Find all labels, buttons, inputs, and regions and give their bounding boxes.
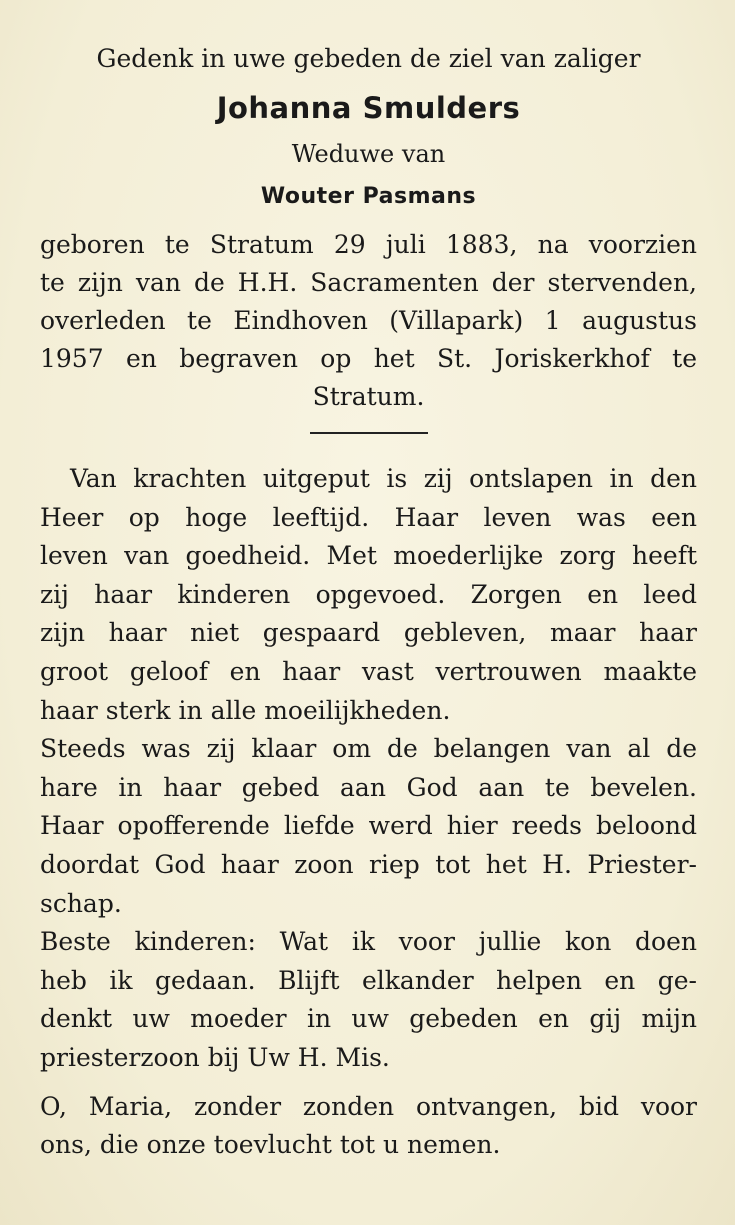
divider-rule — [310, 432, 428, 434]
husband-name: Wouter Pasmans — [260, 184, 477, 209]
eulogy-line: priesterzoon bij Uw H. Mis. — [40, 1042, 390, 1072]
eulogy-line: Heer op hoge leeftijd. Haar leven was een — [40, 502, 697, 532]
bio-line: te zijn van de H.H. Sacramenten der stervenden, — [40, 268, 697, 297]
intro-line: Gedenk in uwe gebeden de ziel van zaliger — [96, 44, 641, 73]
eulogy-line: heb ik gedaan. Blijft elkander helpen en ge- — [40, 965, 697, 995]
widow-of-label: Weduwe van — [291, 140, 446, 168]
eulogy-line: haar sterk in alle moeilijkheden. — [40, 695, 451, 725]
deceased-name: Johanna Smulders — [216, 91, 521, 125]
eulogy-line: schap. — [40, 888, 122, 918]
eulogy-line: leven van goedheid. Met moederlijke zorg heeft — [40, 541, 697, 571]
eulogy-line: doordat God haar zoon riep tot het H. Priester- — [40, 849, 697, 879]
eulogy-line: Haar opofferende liefde werd hier reeds beloond — [40, 811, 697, 841]
eulogy-line: groot geloof en haar vast vertrouwen maakte — [40, 656, 697, 686]
prayer-line: O, Maria, zonder zonden ontvangen, bid voor — [40, 1091, 697, 1121]
eulogy-line: denkt uw moeder in uw gebeden en gij mijn — [40, 1004, 697, 1034]
bio-line: 1957 en begraven op het St. Joriskerkhof te — [40, 344, 697, 373]
eulogy-line: zij haar kinderen opgevoed. Zorgen en leed — [40, 579, 697, 609]
biography — [40, 226, 697, 416]
eulogy-line: Beste kinderen: Wat ik voor jullie kon doen — [40, 927, 697, 957]
bio-line: overleden te Eindhoven (Villapark) 1 augustus — [40, 306, 697, 335]
prayer-line: ons, die onze toevlucht tot u nemen. — [40, 1130, 501, 1160]
bio-line: Stratum. — [312, 382, 425, 411]
eulogy-text — [40, 460, 697, 1078]
spacer — [40, 1078, 697, 1088]
eulogy-line: Steeds was zij klaar om de belangen van al de — [40, 734, 697, 764]
eulogy-line: zijn haar niet gespaard gebleven, maar haar — [40, 618, 697, 648]
prayer-text — [40, 1088, 697, 1165]
eulogy-line: hare in haar gebed aan God aan te bevelen. — [40, 772, 697, 802]
eulogy-line: Van krachten uitgeput is zij ontslapen in den — [70, 464, 697, 493]
bio-line: geboren te Stratum 29 juli 1883, na voorzien — [40, 230, 697, 259]
